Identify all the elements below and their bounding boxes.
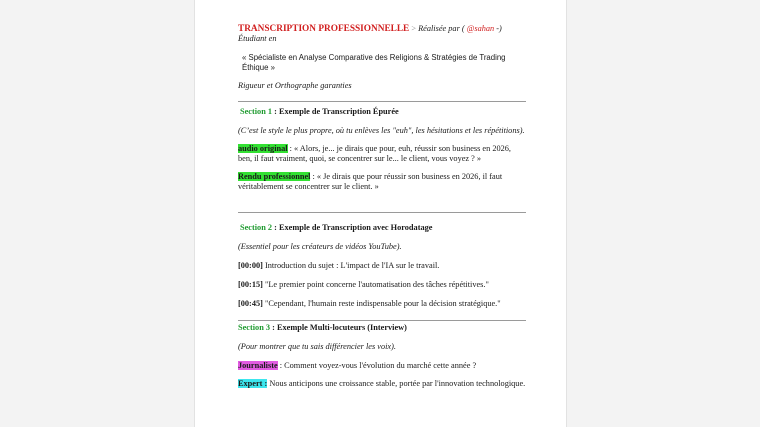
section2-number: Section 2	[240, 223, 273, 232]
section3-divider	[238, 320, 526, 321]
made-by-text: Réalisée par (	[418, 24, 467, 33]
section1-note: (C’est le style le plus propre, où tu enlèves les "euh", les hésitations et les répétitions).	[238, 126, 525, 135]
timestamp-line	[238, 299, 526, 309]
pro-render-paragraph	[238, 172, 526, 192]
section2-title: : Exemple de Transcription avec Horodatage	[272, 223, 433, 232]
section2-heading	[238, 223, 526, 233]
section1-title: : Exemple de Transcription Épurée	[272, 107, 399, 116]
pro-render-text: : « Je dirais que pour réussir son business en 2026, il faut véritablement se concentrer sur le client. »	[238, 172, 503, 191]
timestamp-line	[238, 261, 526, 271]
document-content	[238, 24, 526, 389]
journalist-text: : Comment voyez-vous l'évolution du marché cette année ?	[277, 361, 477, 370]
expert-text: Nous anticipons une croissance stable, portée par l'innovation technologique.	[267, 379, 526, 388]
pro-render-label: Rendu professionnel	[238, 172, 311, 181]
brand-title: TRANSCRIPTION PROFESSIONNELLE	[238, 24, 410, 34]
header-arrow: >	[409, 24, 419, 33]
specialty-line: « Spécialiste en Analyse Comparative des Religions & Stratégies de Trading Éthique »	[242, 53, 506, 72]
section3-heading	[238, 323, 526, 333]
timestamp: [00:45]	[238, 299, 263, 308]
header-line	[238, 24, 526, 34]
section1-divider	[238, 101, 526, 102]
original-audio-label: audio original	[238, 144, 288, 153]
student-line: Étudiant en	[238, 34, 277, 43]
expert-line	[238, 379, 526, 389]
original-audio-paragraph	[238, 144, 526, 164]
document-page	[194, 0, 567, 427]
timestamp-text: Introduction du sujet : L'impact de l'IA sur le travail.	[262, 261, 440, 270]
section3-number: Section 3	[238, 323, 271, 332]
section1-number: Section 1	[240, 107, 273, 116]
timestamp-text: "Cependant, l'humain reste indispensable pour la décision stratégique."	[262, 299, 501, 308]
timestamp: [00:15]	[238, 280, 263, 289]
section1-heading	[238, 107, 526, 117]
section3-note: (Pour montrer que tu sais différencier les voix).	[238, 342, 396, 351]
expert-label: Expert :	[238, 379, 268, 388]
section2-note: (Essentiel pour les créateurs de vidéos YouTube).	[238, 242, 402, 251]
journalist-line	[238, 361, 526, 371]
section3-title: : Exemple Multi-locuteurs (Interview)	[270, 323, 407, 332]
original-audio-text: : « Alors, je... je dirais que pour, euh, réussir son business en 2026, ben, il faut vraiment, quoi, se concentrer sur le... le client, vous voyez ? »	[238, 144, 512, 163]
journalist-label: Journaliste	[238, 361, 278, 370]
section2-divider	[238, 212, 526, 213]
guarantee-line: Rigueur et Orthographe garanties	[238, 81, 352, 90]
made-by-end: -)	[494, 24, 502, 33]
timestamp-text: "Le premier point concerne l'automatisation des tâches répétitives."	[262, 280, 489, 289]
timestamp-line	[238, 280, 526, 290]
author-handle: @sahan	[466, 24, 495, 33]
timestamp: [00:00]	[238, 261, 263, 270]
